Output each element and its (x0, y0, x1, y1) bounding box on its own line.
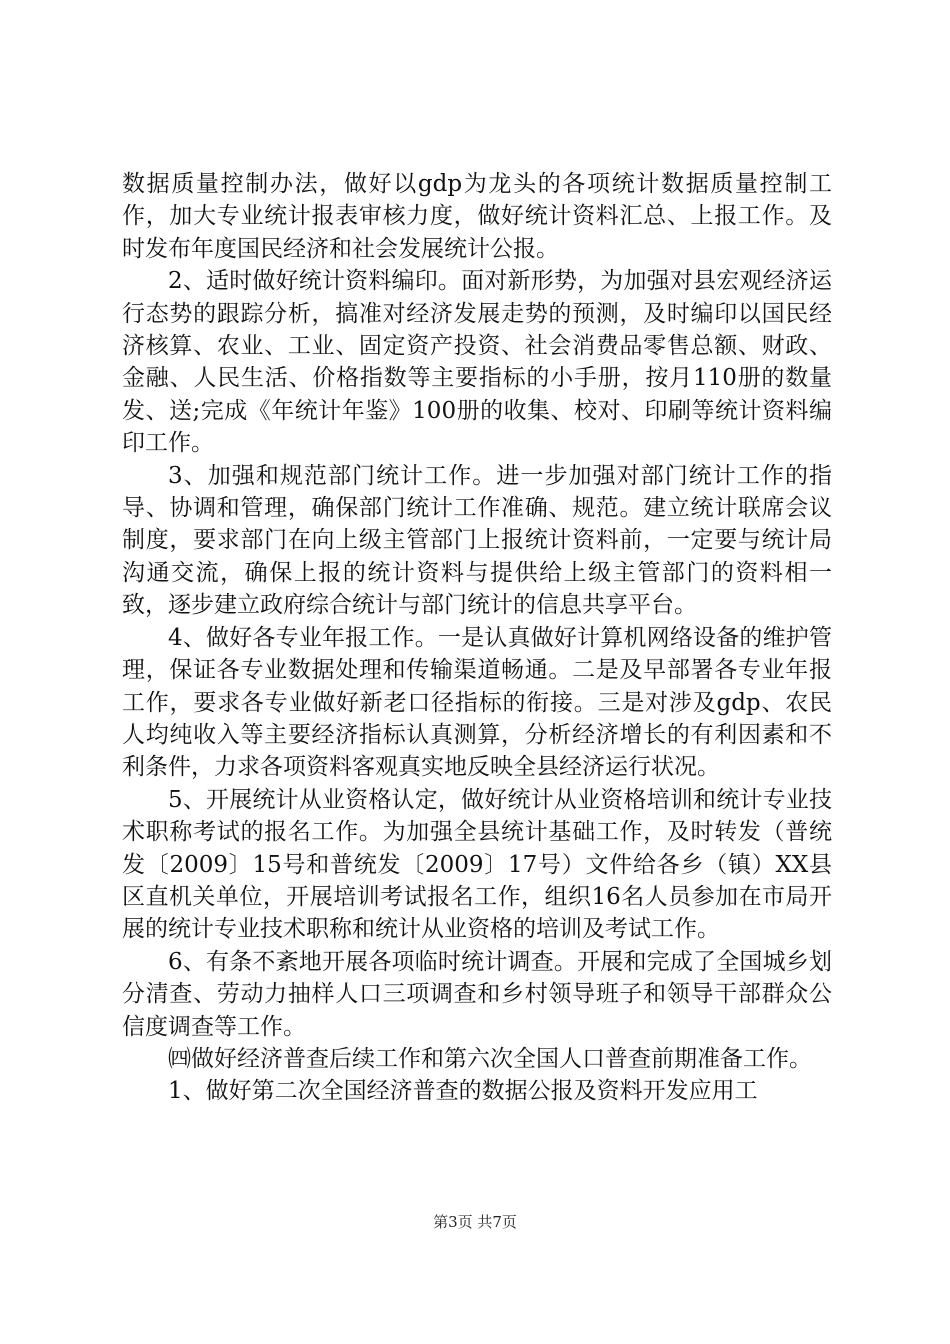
paragraph-item-2: 2、适时做好统计资料编印。面对新形势，为加强对县宏观经济运行态势的跟踪分析，搞准对经济发展走势的预测，及时编印以国民经济核算、农业、工业、固定资产投资、社会消费品零售总额、财政、金融、人民生活、价格指数等主要指标的小手册，按月110册的数量发、送;完成《年统计年鉴》100册的收集、校对、印刷等统计资料编印工作。 (122, 268, 832, 457)
paragraph-item-6: 6、有条不紊地开展各项临时统计调查。开展和完成了全国城乡划分清查、劳动力抽样人口三项调查和乡村领导班子和领导干部群众公信度调查等工作。 (122, 948, 832, 1040)
paragraph-item-4: 4、做好各专业年报工作。一是认真做好计算机网络设备的维护管理，保证各专业数据处理和传输渠道畅通。二是及早部署各专业年报工作，要求各专业做好新老口径指标的衔接。三是对涉及gdp、农民人均纯收入等主要经济指标认真测算，分析经济增长的有利因素和不利条件，力求各项资料客观真实地反映全县经济运行状况。 (122, 624, 832, 781)
page-number-footer: 第3页 共7页 (433, 1213, 517, 1231)
section-heading-4: ㈣做好经济普查后续工作和第六次全国人口普查前期准备工作。 (168, 1045, 812, 1072)
paragraph-item-3: 3、加强和规范部门统计工作。进一步加强对部门统计工作的指导、协调和管理，确保部门统计工作准确、规范。建立统计联席会议制度，要求部门在向上级主管部门上报统计资料前，一定要与统计局沟通交流，确保上报的统计资料与提供给上级主管部门的资料相一致，逐步建立政府综合统计与部门统计的信息共享平台。 (122, 462, 832, 619)
paragraph-item-5: 5、开展统计从业资格认定，做好统计从业资格培训和统计专业技术职称考试的报名工作。为加强全县统计基础工作，及时转发（普统发〔2009〕15号和普统发〔2009〕17号）文件给各乡（镇）XX县区直机关单位，开展培训考试报名工作，组织16名人员参加在市局开展的统计专业技术职称和统计从业资格的培训及考试工作。 (122, 786, 832, 943)
document-body (122, 168, 832, 1108)
paragraph-continuation: 数据质量控制办法，做好以gdp为龙头的各项统计数据质量控制工作，加大专业统计报表审核力度，做好统计资料汇总、上报工作。及时发布年度国民经济和社会发展统计公报。 (122, 171, 832, 262)
paragraph-item-1: 1、做好第二次全国经济普查的数据公报及资料开发应用工 (168, 1078, 758, 1105)
